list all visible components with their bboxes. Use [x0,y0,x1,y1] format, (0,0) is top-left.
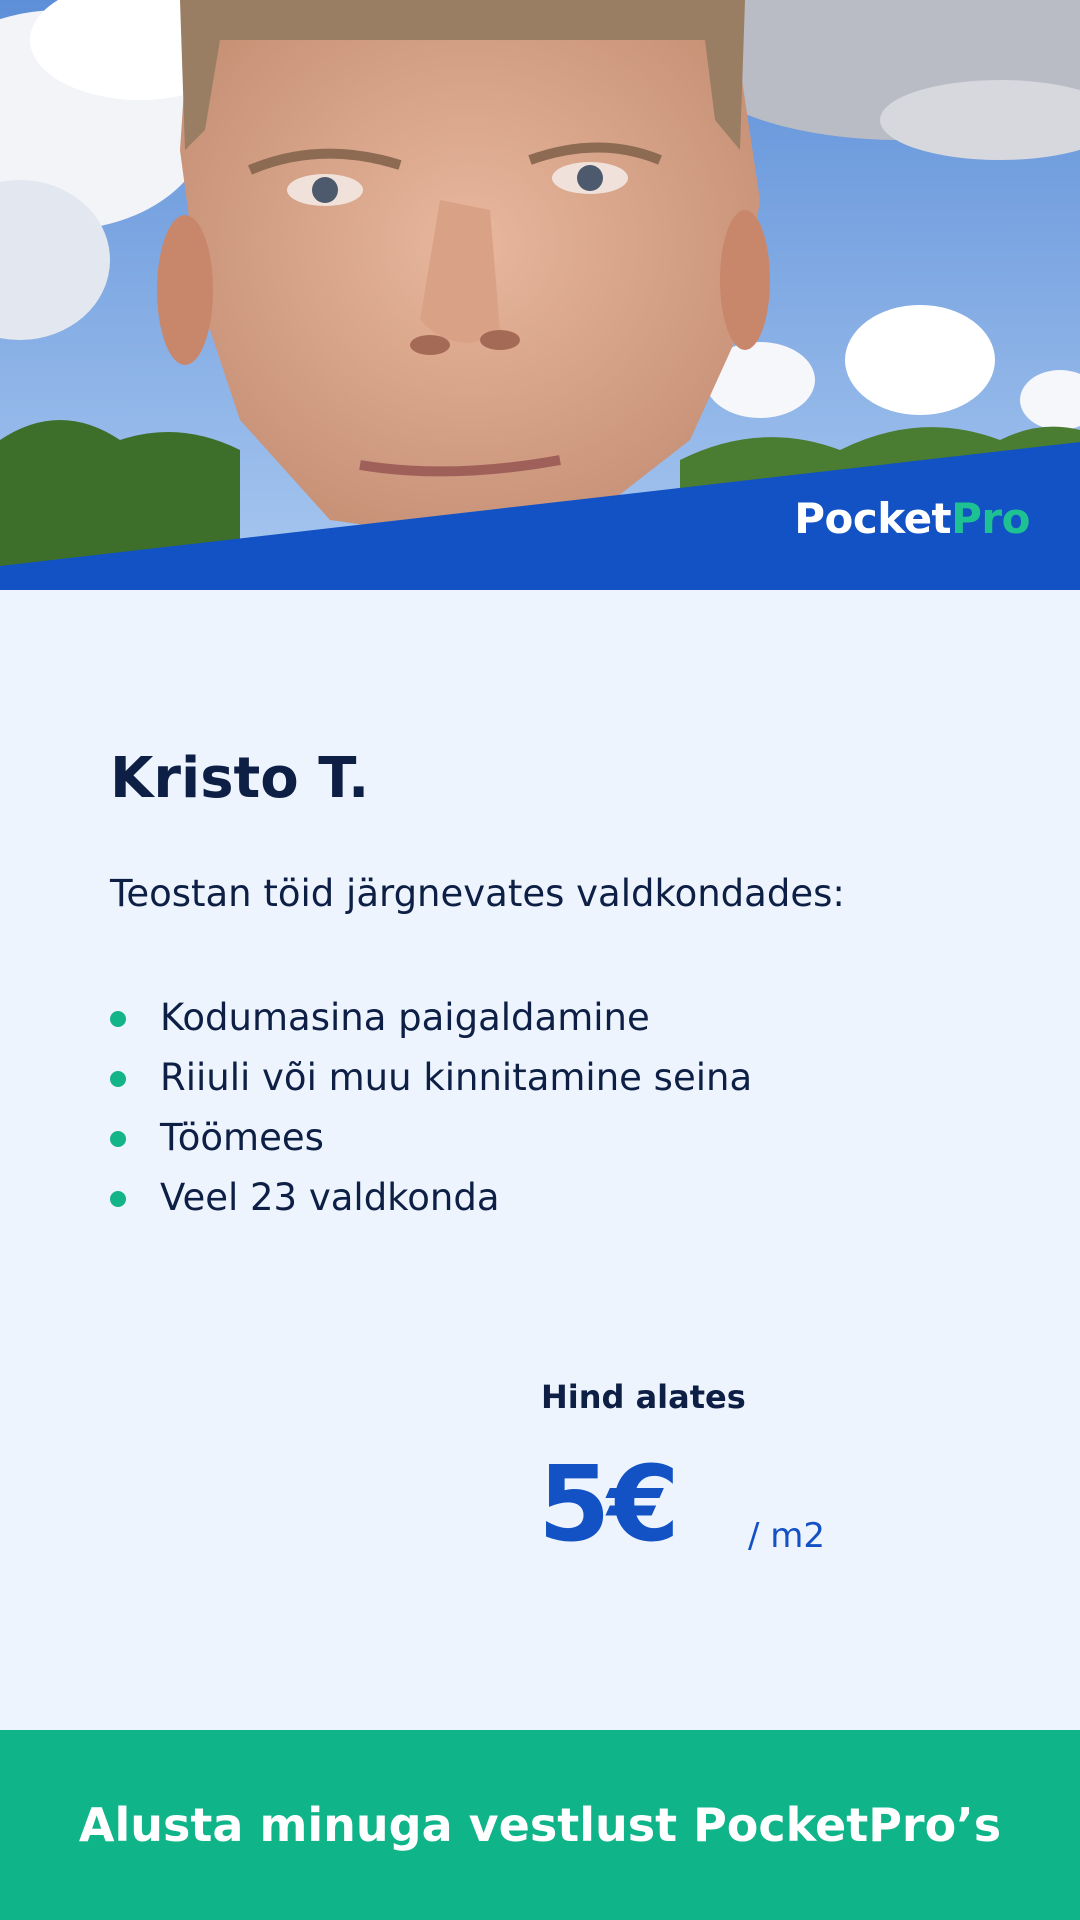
list-item [110,1108,752,1168]
price-label: Hind alates [541,1378,746,1416]
service-label: Veel 23 valdkonda [160,1176,500,1219]
bullet-icon [110,1011,126,1027]
list-item [110,1168,752,1228]
services-list [110,988,752,1228]
list-item [110,988,752,1048]
logo-text-pro: Pro [951,494,1030,543]
bullet-icon [110,1071,126,1087]
provider-name: Kristo T. [110,746,370,811]
services-intro: Teostan töid järgnevates valdkondades: [110,872,845,915]
start-chat-button[interactable]: Alusta minuga vestlust PocketPro’s [0,1730,1080,1920]
list-item [110,1048,752,1108]
bullet-icon [110,1191,126,1207]
service-label: Töömees [160,1116,324,1159]
hero-banner [0,0,1080,590]
pocketpro-logo [794,494,1030,543]
logo-text-pocket: Pocket [794,494,952,543]
service-label: Riiuli või muu kinnitamine seina [160,1056,753,1099]
price-value: 5€ [538,1443,677,1565]
service-label: Kodumasina paigaldamine [160,996,650,1039]
bullet-icon [110,1131,126,1147]
price-unit: / m2 [748,1516,826,1556]
